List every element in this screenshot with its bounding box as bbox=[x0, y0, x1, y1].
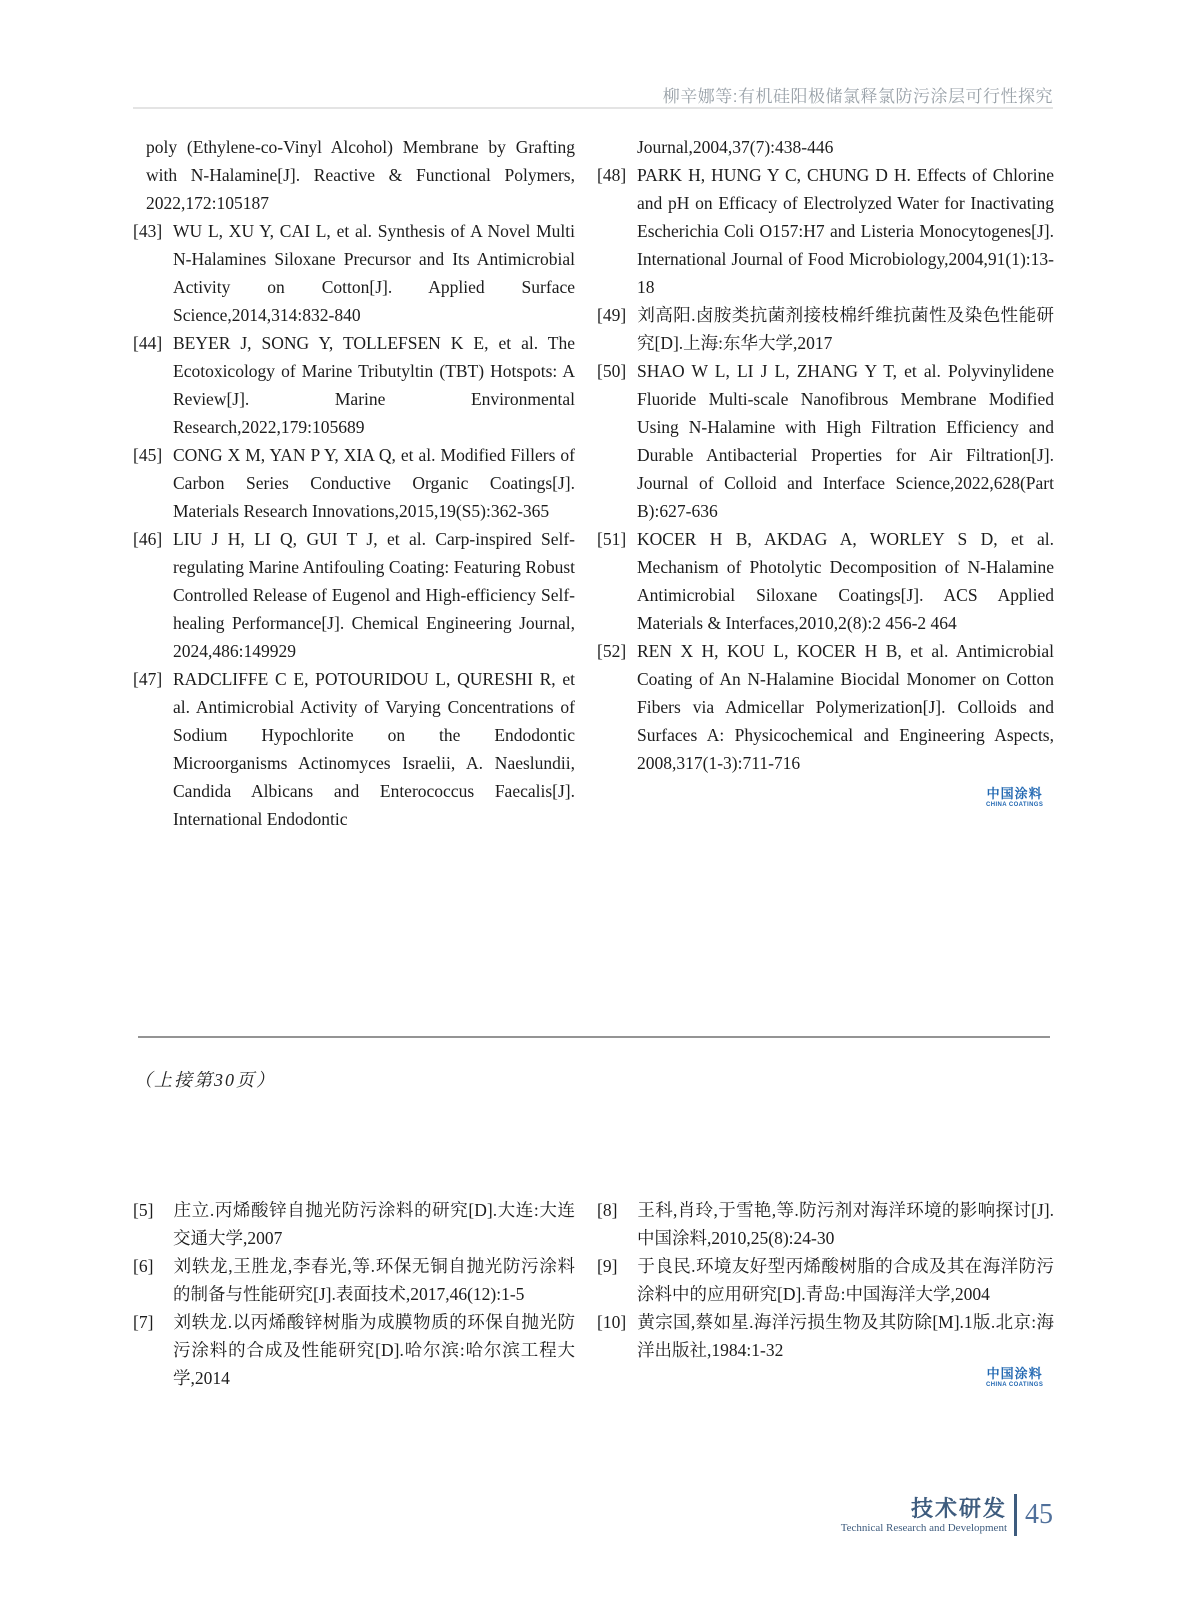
running-title: 柳辛娜等:有机硅阳极储氯释氯防污涂层可行性探究 bbox=[662, 87, 1053, 106]
reference-number: [52] bbox=[597, 641, 627, 661]
section-divider bbox=[138, 1036, 1050, 1038]
reference-text: WU L, XU Y, CAI L, et al. Synthesis of A Novel Multi N-Halamines Siloxane Precursor and Its Antimicrobial Activity on Cotton[J]. Applied Surface Science,2014,314:832-840 bbox=[173, 221, 575, 325]
footer-section-title-cn: 技术研发 bbox=[910, 1495, 1007, 1521]
reference-number: [7] bbox=[133, 1312, 154, 1332]
reference-item bbox=[133, 525, 575, 665]
reference-number: [46] bbox=[133, 529, 163, 549]
footer-section-labels bbox=[841, 1496, 1007, 1535]
reference-text: 黄宗国,蔡如星.海洋污损生物及其防除[M].1版.北京:海洋出版社,1984:1-32 bbox=[637, 1312, 1054, 1360]
reference-text: RADCLIFFE C E, POTOURIDOU L, QURESHI R, et al. Antimicrobial Activity of Varying Concentrations of Sodium Hypochlorite on the Endodontic Microorganisms Actinomyces Israelii, A. Naeslundii, Candida Albicans and Enterococcus Faecalis[J]. International Endodontic bbox=[173, 669, 575, 829]
reference-item bbox=[133, 217, 575, 329]
reference-item bbox=[597, 1252, 1054, 1308]
reference-number: [50] bbox=[597, 361, 627, 381]
reference-item bbox=[133, 329, 575, 441]
reference-item bbox=[597, 1308, 1054, 1364]
reference-continuation-text: Journal,2004,37(7):438-446 bbox=[637, 137, 834, 157]
references-column-top-right bbox=[597, 133, 1054, 777]
reference-item bbox=[597, 161, 1054, 301]
china-coatings-logo bbox=[986, 786, 1043, 809]
continued-from-note: （上接第30页） bbox=[134, 1070, 276, 1090]
reference-number: [43] bbox=[133, 221, 163, 241]
reference-text: PARK H, HUNG Y C, CHUNG D H. Effects of Chlorine and pH on Efficacy of Electrolyzed Water for Inactivating Escherichia Coli O157:H7 and Listeria Monocytogenes[J]. International Journal of Food Microbiology,2004,91(1):13-18 bbox=[637, 165, 1054, 297]
logo-en-text: CHINA COATINGS bbox=[986, 1382, 1044, 1388]
reference-text: 王科,肖玲,于雪艳,等.防污剂对海洋环境的影响探讨[J].中国涂料,2010,25(8):24-30 bbox=[637, 1200, 1054, 1248]
reference-number: [9] bbox=[597, 1256, 618, 1276]
reference-text: 刘高阳.卤胺类抗菌剂接枝棉纤维抗菌性及染色性能研究[D].上海:东华大学,2017 bbox=[637, 305, 1054, 353]
reference-text: 庄立.丙烯酸锌自抛光防污涂料的研究[D].大连:大连交通大学,2007 bbox=[173, 1200, 575, 1248]
reference-number: [47] bbox=[133, 669, 163, 689]
reference-text: 刘轶龙.以丙烯酸锌树脂为成膜物质的环保自抛光防污涂料的合成及性能研究[D].哈尔滨:哈尔滨工程大学,2014 bbox=[173, 1312, 575, 1388]
reference-text: LIU J H, LI Q, GUI T J, et al. Carp-inspired Self-regulating Marine Antifouling Coating: Featuring Robust Controlled Release of Eugenol and High-efficiency Self-healing Performance[J]. Chemical Engineering Journal, 2024,486:149929 bbox=[173, 529, 575, 661]
reference-text: REN X H, KOU L, KOCER H B, et al. Antimicrobial Coating of An N-Halamine Biocidal Monomer on Cotton Fibers via Admicellar Polymerization[J]. Colloids and Surfaces A: Physicochemical and Engineering Aspects, 2008,317(1-3):711-716 bbox=[637, 641, 1054, 773]
reference-item bbox=[597, 301, 1054, 357]
reference-item bbox=[133, 1308, 575, 1392]
reference-number: [5] bbox=[133, 1200, 154, 1220]
reference-number: [44] bbox=[133, 333, 163, 353]
reference-number: [10] bbox=[597, 1312, 627, 1332]
footer-vertical-rule bbox=[1014, 1494, 1017, 1536]
logo-cn-text: 中国涂料 bbox=[986, 786, 1043, 801]
reference-text: SHAO W L, LI J L, ZHANG Y T, et al. Polyvinylidene Fluoride Multi-scale Nanofibrous Membrane Modified Using N-Halamine with High Filtration Efficiency and Durable Antibacterial Properties for Air Filtration[J]. Journal of Colloid and Interface Science,2022,628(Part B):627-636 bbox=[637, 361, 1054, 521]
references-column-bottom-right bbox=[597, 1196, 1054, 1364]
china-coatings-logo bbox=[986, 1366, 1043, 1389]
reference-text: 刘轶龙,王胜龙,李春光,等.环保无铜自抛光防污涂料的制备与性能研究[J].表面技术,2017,46(12):1-5 bbox=[173, 1256, 575, 1304]
reference-text: 于良民.环境友好型丙烯酸树脂的合成及其在海洋防污涂料中的应用研究[D].青岛:中国海洋大学,2004 bbox=[637, 1256, 1054, 1304]
reference-item bbox=[133, 441, 575, 525]
page-footer bbox=[793, 1494, 1053, 1536]
reference-text: KOCER H B, AKDAG A, WORLEY S D, et al. Mechanism of Photolytic Decomposition of N-Halamine Antimicrobial Siloxane Coatings[J]. ACS Applied Materials & Interfaces,2010,2(8):2 456-2 464 bbox=[637, 529, 1054, 633]
reference-item bbox=[597, 525, 1054, 637]
running-head bbox=[133, 82, 1053, 107]
reference-number: [48] bbox=[597, 165, 627, 185]
reference-item bbox=[133, 1252, 575, 1308]
reference-number: [8] bbox=[597, 1200, 618, 1220]
page-number: 45 bbox=[1025, 1499, 1053, 1530]
reference-item bbox=[133, 1196, 575, 1252]
reference-number: [49] bbox=[597, 305, 627, 325]
header-divider bbox=[133, 107, 1053, 109]
references-column-top-left bbox=[133, 133, 575, 833]
logo-cn-text: 中国涂料 bbox=[986, 1366, 1043, 1381]
reference-continuation-text: poly (Ethylene-co-Vinyl Alcohol) Membrane by Grafting with N-Halamine[J]. Reactive & Functional Polymers, 2022,172:105187 bbox=[146, 137, 575, 213]
reference-item bbox=[597, 637, 1054, 777]
reference-item bbox=[597, 357, 1054, 525]
reference-number: [6] bbox=[133, 1256, 154, 1276]
reference-text: CONG X M, YAN P Y, XIA Q, et al. Modified Fillers of Carbon Series Conductive Organic Coatings[J]. Materials Research Innovations,2015,19(S5):362-365 bbox=[173, 445, 575, 521]
reference-number: [45] bbox=[133, 445, 163, 465]
reference-number: [51] bbox=[597, 529, 627, 549]
reference-item bbox=[133, 665, 575, 833]
footer-section-title-en: Technical Research and Development bbox=[840, 1521, 1007, 1534]
references-column-bottom-left bbox=[133, 1196, 575, 1392]
reference-text: BEYER J, SONG Y, TOLLEFSEN K E, et al. The Ecotoxicology of Marine Tributyltin (TBT) Hotspots: A Review[J]. Marine Environmental Research,2022,179:105689 bbox=[173, 333, 575, 437]
logo-en-text: CHINA COATINGS bbox=[986, 802, 1044, 808]
reference-item bbox=[597, 1196, 1054, 1252]
